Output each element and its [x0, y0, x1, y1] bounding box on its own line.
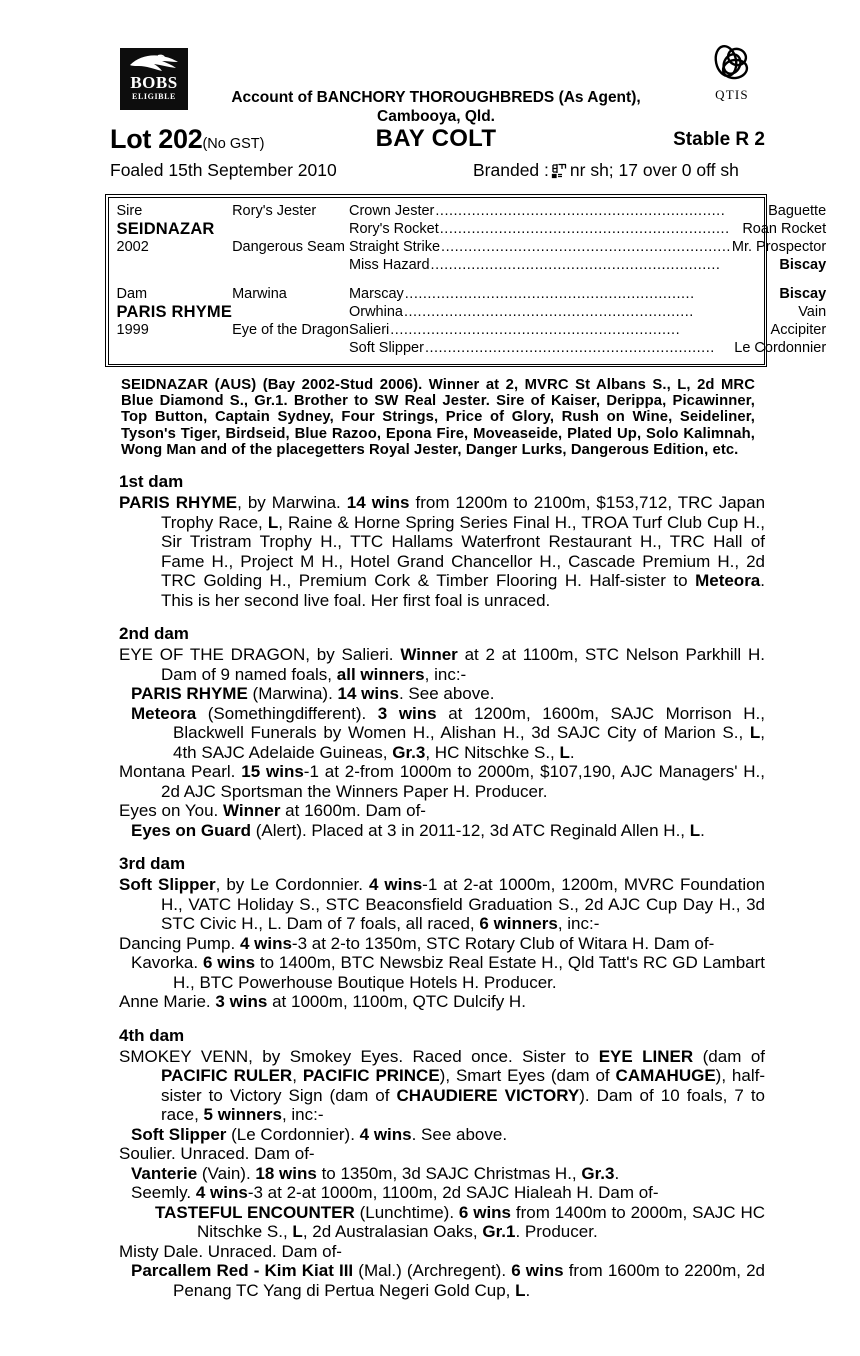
pedigree-paragraph	[107, 1144, 765, 1164]
emphasis-text: L	[515, 1280, 526, 1300]
branded-description: nr sh; 17 over 0 off sh	[569, 160, 739, 180]
gen3-left-2: Straight Strike	[348, 239, 441, 255]
dam-heading: 1st dam	[119, 472, 184, 492]
body-text: ,	[292, 1066, 303, 1086]
pedigree-paragraph	[107, 1125, 765, 1145]
dot-leader: ................................................................	[404, 287, 695, 302]
body-text: Soulier. Unraced. Dam of-	[119, 1144, 315, 1164]
pedigree-paragraph	[107, 1164, 765, 1184]
body-text: -1 at 2-at 1000m, 1200m, MVRC Foundation H., VATC Holiday S., STC Beaconsfield Graduation S., 2d AJC Cup Day H., 3d STC Civic H., L. Dam of 7 foals, all raced,	[161, 875, 766, 934]
emphasis-text: Winner	[400, 645, 458, 665]
body-text: ). Dam of 10 foals, 7 to race,	[161, 1085, 765, 1125]
gen3-left-1: Rory's Rocket	[348, 221, 439, 237]
body-text: to 1400m, BTC Newsbiz Real Estate H., Qld Tatt's RC GD Lambart H., BTC Powerhouse Boutique Hotels H. Producer.	[173, 953, 766, 992]
dot-row	[349, 287, 826, 302]
pedigree-inner	[108, 197, 827, 365]
gen3-cell-2	[349, 239, 826, 257]
body-text: -3 at 2-to 1350m, STC Rotary Club of Witara H. Dam of-	[291, 933, 715, 953]
emphasis-text: 14 wins	[337, 684, 399, 704]
gen3-cell-0	[349, 203, 826, 221]
emphasis-text: Winner	[222, 801, 281, 821]
dam-sire: Marwina	[232, 286, 287, 302]
gen3-cell-4	[349, 286, 826, 304]
sire-sire: Rory's Jester	[232, 203, 317, 219]
emphasis-text: 6 winners	[479, 914, 558, 934]
body-text: Kavorka.	[131, 953, 203, 973]
emphasis-text: L	[689, 820, 701, 840]
gen3-cell-7	[349, 340, 826, 358]
body-text: , HC Nitschke S.,	[425, 742, 560, 762]
table-row	[117, 340, 827, 358]
pedigree-paragraph	[107, 684, 765, 704]
body-text: (Le Cordonnier).	[226, 1124, 360, 1144]
emphasis-text: 6 wins	[511, 1261, 564, 1281]
gen3-left-5: Orwhina	[348, 304, 403, 320]
emphasis-text: CHAUDIERE VICTORY	[396, 1085, 580, 1105]
emphasis-text: CAMAHUGE	[615, 1066, 716, 1086]
pedigree-paragraph	[107, 801, 765, 821]
dot-row	[349, 323, 826, 338]
body-text: Seemly.	[131, 1183, 196, 1203]
brand-symbol-icon	[551, 163, 568, 184]
body-text: Misty Dale. Unraced. Dam of-	[119, 1241, 342, 1261]
emphasis-text: Soft Slipper	[131, 1124, 227, 1144]
emphasis-text: PACIFIC RULER	[161, 1066, 293, 1086]
emphasis-text: EYE LINER	[598, 1046, 694, 1066]
bobs-logo-word: BOBS	[130, 73, 178, 92]
gen3-left-0: Crown Jester	[348, 203, 435, 219]
body-text: -1 at 2-from 1000m to 2000m, $107,190, AJC Managers' H., 2d AJC Sportsman the Winners Paper H. Producer.	[161, 762, 765, 801]
emphasis-text: 4 wins	[195, 1183, 248, 1203]
gen3-cell-6	[349, 322, 826, 340]
gen3-right-6: Accipiter	[770, 322, 827, 338]
body-text: SMOKEY VENN, by Smokey Eyes. Raced once. Sister to	[119, 1046, 599, 1066]
body-text: Anne Marie.	[119, 992, 216, 1012]
sire-dam: Dangerous Seam	[232, 239, 345, 255]
emphasis-text: Vanterie	[131, 1163, 198, 1183]
dot-leader: ................................................................	[430, 258, 721, 273]
emphasis-text: Gr.3	[392, 742, 426, 762]
body-text: , by Le Cordonnier.	[215, 875, 369, 895]
body-text: (Marwina).	[247, 684, 338, 704]
lot-gst-note: (No GST)	[202, 136, 265, 152]
emphasis-text: Meteora	[695, 571, 761, 591]
branded-label: Branded :	[473, 160, 549, 180]
body-text: .	[614, 1163, 620, 1183]
dam-year: 1999	[116, 322, 149, 338]
lot-number: Lot 202	[110, 124, 203, 154]
qtis-logo	[697, 42, 767, 103]
gen3-left-4: Marscay	[348, 286, 404, 302]
sire-year: 2002	[116, 239, 149, 255]
body-text: Dancing Pump.	[119, 933, 240, 953]
pedigree-paragraph	[107, 704, 765, 763]
foaled-date: Foaled 15th September 2010	[110, 160, 337, 180]
emphasis-text: 3 wins	[377, 703, 437, 723]
dot-leader: ................................................................	[441, 240, 731, 255]
bobs-bird-icon	[128, 53, 180, 73]
body-text: to 1350m, 3d SAJC Christmas H.,	[316, 1163, 582, 1183]
body-text: Montana Pearl.	[119, 762, 242, 782]
gen3-left-7: Soft Slipper	[348, 340, 424, 356]
empty-cell	[232, 304, 349, 322]
body-text: Eyes on You.	[119, 801, 223, 821]
body-text: , by Marwina.	[237, 493, 347, 513]
emphasis-text: 6 wins	[458, 1202, 512, 1222]
gen3-right-0: Baguette	[768, 203, 827, 219]
dot-leader: ................................................................	[390, 323, 681, 338]
body-text: at 1000m, 1100m, QTC Dulcify H.	[267, 992, 526, 1012]
gen3-cell-1	[349, 221, 826, 239]
gen3-right-3: Biscay	[779, 257, 827, 273]
dam-dam: Eye of the Dragon	[232, 322, 349, 338]
empty-cell	[232, 257, 349, 275]
pedigree-table	[117, 203, 827, 358]
body-text: .	[569, 742, 575, 762]
body-text: at 2 at 1100m, STC Nelson Parkhill H. Dam of 9 named foals,	[161, 645, 765, 684]
body-text: .	[525, 1280, 531, 1300]
emphasis-text: 4 wins	[239, 933, 292, 953]
body-text: , 2d Australasian Oaks,	[302, 1222, 483, 1242]
emphasis-text: Parcallem Red - Kim Kiat III	[131, 1261, 354, 1281]
emphasis-text: Meteora	[131, 703, 197, 723]
emphasis-text: L	[559, 742, 570, 762]
pedigree-paragraph	[107, 1047, 765, 1125]
emphasis-text: PARIS RHYME	[119, 493, 238, 513]
pedigree-paragraph	[107, 1242, 765, 1262]
body-text: EYE OF THE DRAGON, by Salieri.	[119, 645, 401, 665]
emphasis-text: Gr.1	[482, 1222, 516, 1242]
dam-label: Dam	[116, 286, 148, 302]
table-row	[117, 203, 827, 221]
pedigree-paragraph	[107, 645, 765, 684]
body-text: from 1600m to 2200m, 2d Penang TC Yang di Pertua Negeri Gold Cup,	[173, 1261, 765, 1300]
body-text: -3 at 2-at 1000m, 1100m, 2d SAJC Hialeah H. Dam of-	[247, 1183, 659, 1203]
emphasis-text: 14 wins	[346, 493, 410, 513]
pedigree-paragraph	[107, 992, 765, 1012]
page-header	[105, 0, 767, 125]
body-text: , inc:-	[424, 664, 467, 684]
empty-cell	[232, 340, 349, 358]
spacer-row	[117, 275, 827, 286]
account-line	[175, 88, 697, 126]
horse-type-title: BAY COLT	[375, 125, 497, 152]
gen3-cell-5	[349, 304, 826, 322]
stable-label: Stable R 2	[673, 129, 765, 150]
body-text: at 1200m, 1600m, SAJC Morrison H., Blackwell Funerals by Women H., Alishan H., 3d SAJC City of Marion S.,	[173, 703, 765, 743]
body-text: from 1200m to 2100m, $153,712, TRC Japan Trophy Race,	[161, 493, 766, 532]
pedigree-box	[105, 194, 827, 367]
table-row	[117, 239, 827, 257]
gen3-left-6: Salieri	[348, 322, 390, 338]
emphasis-text: 4 wins	[359, 1124, 412, 1144]
dot-leader: ................................................................	[439, 222, 730, 237]
sire-description: SEIDNAZAR (AUS) (Bay 2002-Stud 2006). Winner at 2, MVRC St Albans S., L, 2d MRC Blue Diamond S., Gr.1. Brother to SW Real Jester. Sire of Kaiser, Derippa, Picawinner, Top Button, Captain Sydney, Four Strings, Price of Glory, Rush on Wine, Seideliner, Tyson's Tiger, Birdseid, Blue Razoo, Epona Fire, Moveaseide, Plated Up, Solo Kalimnah, Wong Man and of the placegetters Royal Jester, Danger Lurks, Dangerous Edition, etc.	[121, 377, 755, 458]
pedigree-paragraph	[107, 934, 765, 954]
dam-heading: 3rd dam	[119, 854, 186, 874]
sire-label: Sire	[116, 203, 143, 219]
pedigree-paragraph	[107, 1203, 765, 1242]
emphasis-text: 18 wins	[255, 1163, 317, 1183]
table-row	[117, 221, 827, 239]
dot-leader: ................................................................	[403, 305, 694, 320]
gen3-right-2: Mr. Prospector	[731, 239, 827, 255]
body-text: (dam of	[693, 1046, 766, 1066]
body-text: (Lunchtime).	[354, 1202, 459, 1222]
pedigree-paragraph	[107, 953, 765, 992]
pedigree-paragraph	[107, 493, 765, 610]
body-text: at 1600m. Dam of-	[280, 801, 426, 821]
body-text: . This is her second live foal. Her first foal is unraced.	[161, 571, 765, 610]
emphasis-text: PACIFIC PRINCE	[302, 1066, 440, 1086]
body-text: , 4th SAJC Adelaide Guineas,	[173, 723, 765, 762]
page-content	[105, 0, 827, 1300]
dam-name: PARIS RHYME	[116, 303, 233, 321]
pedigree-paragraph	[107, 1183, 765, 1203]
bobs-logo-sub: ELIGIBLE	[132, 92, 176, 101]
body-text: ), Smart Eyes (dam of	[439, 1066, 616, 1086]
table-row	[117, 286, 827, 304]
gen3-right-4: Biscay	[779, 286, 827, 302]
dot-row	[349, 258, 826, 273]
dam-section	[105, 472, 767, 610]
emphasis-text: Eyes on Guard	[131, 820, 251, 840]
emphasis-text: PARIS RHYME	[131, 684, 248, 704]
emphasis-text: 15 wins	[241, 762, 304, 782]
emphasis-text: all winners	[336, 664, 425, 684]
pedigree-paragraph	[107, 762, 765, 801]
body-text: (Vain).	[197, 1163, 256, 1183]
dot-row	[349, 305, 826, 320]
pedigree-paragraph	[107, 1261, 765, 1300]
spacer-cell	[117, 275, 827, 286]
pedigree-paragraph	[107, 821, 765, 841]
emphasis-text: Soft Slipper	[119, 875, 216, 895]
table-row	[117, 322, 827, 340]
body-text: , inc:-	[557, 914, 600, 934]
dot-leader: ................................................................	[435, 204, 726, 219]
emphasis-text: L	[749, 723, 761, 743]
emphasis-text: 6 wins	[202, 953, 256, 973]
gen3-cell-3	[349, 257, 826, 275]
qtis-mark-icon	[710, 42, 754, 86]
body-text: (Somethingdifferent).	[196, 703, 378, 723]
body-text: .	[700, 820, 705, 840]
dam-heading: 2nd dam	[119, 624, 189, 644]
lot-title-row	[105, 124, 767, 158]
body-text: . Producer.	[515, 1222, 598, 1242]
body-text: . See above.	[398, 684, 495, 704]
emphasis-text: 5 winners	[203, 1105, 282, 1125]
gen3-right-1: Roan Rocket	[742, 221, 827, 237]
body-text: ), half-sister to Victory Sign (dam of	[161, 1066, 765, 1105]
qtis-logo-word: QTIS	[715, 87, 749, 102]
dam-section	[105, 1026, 767, 1301]
sire-name: SEIDNAZAR	[116, 220, 215, 238]
empty-cell	[117, 257, 233, 275]
empty-cell	[117, 340, 233, 358]
account-line-2: Cambooya, Qld.	[377, 108, 495, 125]
body-text: (Mal.) (Archregent).	[353, 1261, 512, 1281]
body-text: from 1400m to 2000m, SAJC HC Nitschke S.,	[197, 1202, 765, 1242]
dot-leader: ................................................................	[424, 341, 715, 356]
dot-row	[349, 240, 826, 255]
empty-cell	[232, 221, 349, 239]
dam-heading: 4th dam	[119, 1025, 185, 1045]
pedigree-paragraph	[107, 875, 765, 934]
dot-row	[349, 341, 826, 356]
dam-section	[105, 624, 767, 840]
gen3-right-7: Le Cordonnier	[734, 340, 827, 356]
emphasis-text: L	[267, 512, 279, 532]
dot-row	[349, 204, 826, 219]
dam-section	[105, 854, 767, 1012]
body-text: , inc:-	[281, 1105, 324, 1125]
gen3-right-5: Vain	[798, 304, 827, 320]
branded-info	[473, 160, 739, 184]
dam-sections	[105, 472, 767, 1300]
account-line-1: Account of BANCHORY THOROUGHBREDS (As Agent),	[231, 89, 641, 106]
emphasis-text: L	[292, 1222, 303, 1242]
table-row	[117, 304, 827, 322]
body-text: , Raine & Horne Spring Series Final H., TROA Turf Club Cup H., Sir Tristram Trophy H., TTC Hallams Waterfront Restaurant H., TRC Hall of Fame H., Project M H., Hotel Grand Chancellor H., Cascade Premium H., 2d TRC Golding H., Premium Cork & Timber Flooring H. Half-sister to	[161, 512, 765, 591]
body-text: (Alert). Placed at 3 in 2011-12, 3d ATC Reginald Allen H.,	[250, 820, 690, 840]
emphasis-text: 4 wins	[368, 875, 423, 895]
foaled-branded-row	[105, 160, 767, 186]
emphasis-text: 3 wins	[215, 992, 268, 1012]
body-text: . See above.	[411, 1124, 508, 1144]
emphasis-text: Gr.3	[581, 1163, 615, 1183]
table-row	[117, 257, 827, 275]
emphasis-text: TASTEFUL ENCOUNTER	[155, 1202, 355, 1222]
dot-row	[349, 222, 826, 237]
gen3-left-3: Miss Hazard	[348, 257, 430, 273]
